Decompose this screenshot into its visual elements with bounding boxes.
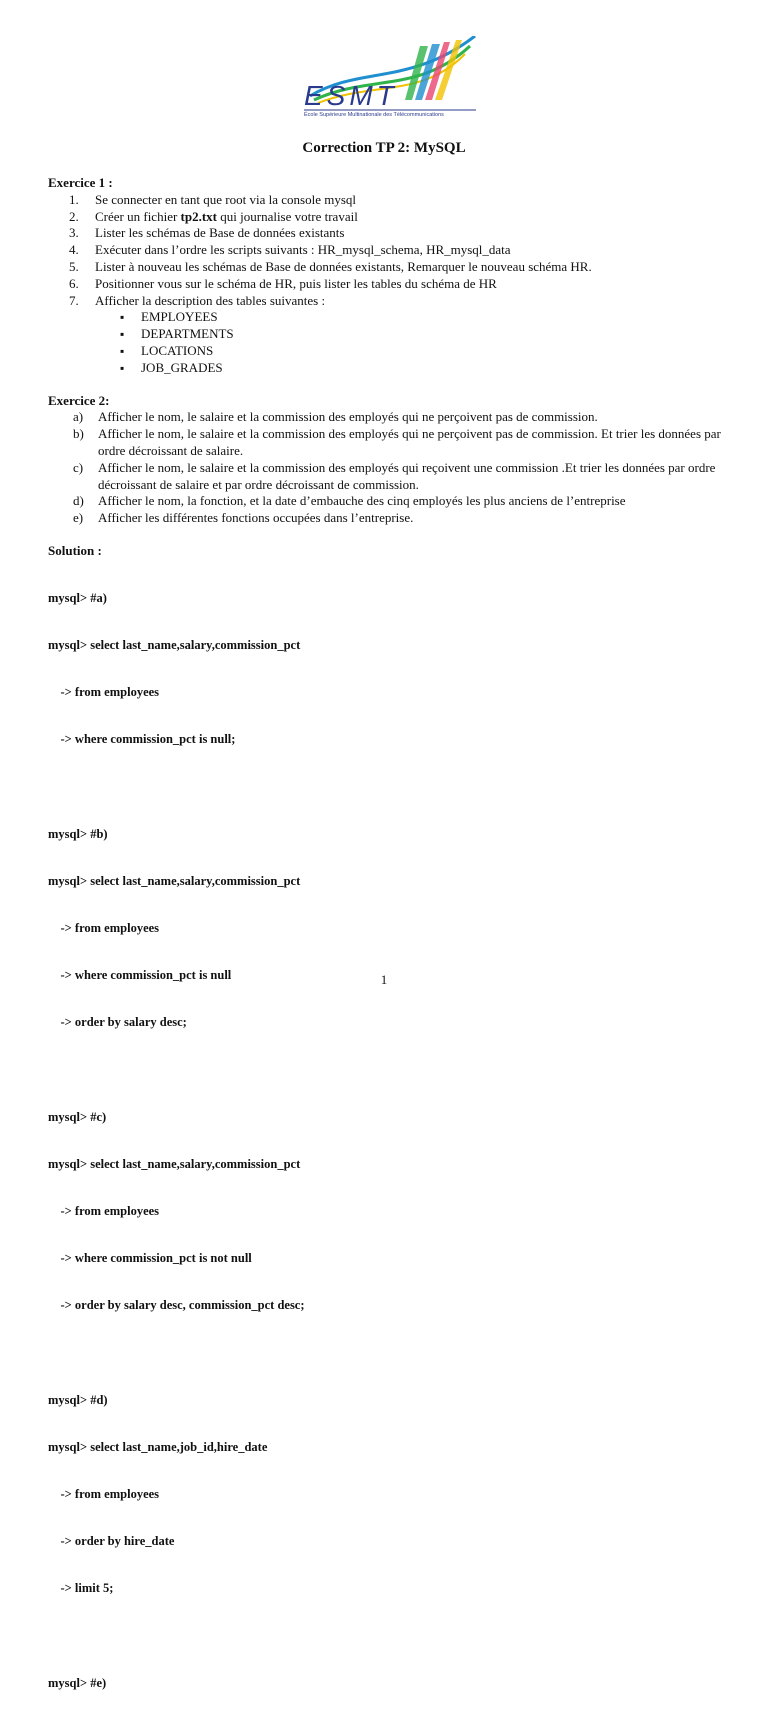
- code-line: -> from employees: [48, 921, 160, 936]
- item-text: Afficher le nom, le salaire et la commission des employés qui ne perçoivent pas de commission.: [98, 409, 598, 425]
- item-number: 4.: [69, 242, 79, 258]
- code-line: mysql> select last_name,salary,commission_pct: [48, 1157, 301, 1172]
- code-line: -> order by salary desc;: [48, 1015, 187, 1030]
- item-text: Afficher le nom, le salaire et la commission des employés qui reçoivent une commission .Et trier les données par ordre décroissant de salaire et par ordre décroissant de commission.: [98, 459, 716, 492]
- code-line: mysql> select last_name,salary,commission_pct: [48, 638, 301, 653]
- solution-heading: Solution :: [48, 542, 102, 558]
- code-line: -> order by hire_date: [48, 1534, 175, 1549]
- item-text: Exécuter dans l’ordre les scripts suivants : HR_mysql_schema, HR_mysql_data: [95, 242, 511, 258]
- code-line: mysql> #a): [48, 591, 107, 606]
- item-text: Lister à nouveau les schémas de Base de données existants, Remarquer le nouveau schéma HR.: [95, 258, 592, 274]
- item-letter: d): [73, 493, 84, 509]
- item-number: 6.: [69, 275, 79, 291]
- item-letter: c): [73, 459, 84, 475]
- item-number: 2.: [69, 208, 79, 224]
- exercise-2-heading: Exercice 2:: [48, 392, 110, 408]
- list-item: [48, 510, 738, 527]
- list-item: [48, 426, 738, 460]
- sql-solution-block: [48, 560, 738, 1723]
- table-name-item: ▪ JOB_GRADES: [120, 360, 738, 377]
- item-letter: b): [73, 426, 84, 442]
- logo-text: ESMT: [304, 80, 398, 111]
- list-item: [48, 225, 738, 242]
- item-filename: tp2.txt: [180, 208, 218, 224]
- item-number: 1.: [69, 191, 79, 207]
- table-name-item: ▪ LOCATIONS: [120, 343, 738, 360]
- table-name-item: ▪ DEPARTMENTS: [120, 326, 738, 343]
- code-line: -> from employees: [48, 1487, 160, 1502]
- code-line: -> limit 5;: [48, 1581, 114, 1596]
- code-line: -> where commission_pct is null;: [48, 732, 236, 747]
- document-body: [48, 175, 738, 1723]
- table-names-list: [48, 309, 738, 376]
- item-text: Lister les schémas de Base de données existants: [95, 225, 345, 241]
- item-text: Afficher le nom, le salaire et la commission des employés qui ne perçoivent pas de commission. Et trier les données par ordre décroissant de salaire.: [98, 426, 721, 458]
- item-letter: e): [73, 510, 84, 526]
- exercise-1-heading: Exercice 1 :: [48, 175, 113, 190]
- list-item: [48, 192, 738, 209]
- document-title: Correction TP 2: MySQL: [302, 140, 466, 156]
- code-line: -> order by salary desc, commission_pct desc;: [48, 1298, 305, 1313]
- code-line: mysql> select last_name,job_id,hire_date: [48, 1440, 268, 1454]
- code-line: -> from employees: [48, 685, 160, 700]
- item-text: Afficher les différentes fonctions occupées dans l’entreprise.: [98, 510, 414, 526]
- list-item: [48, 460, 738, 494]
- logo-subtitle: École Supérieure Multinationale des Télécommunications: [304, 112, 444, 118]
- esmt-logo: [300, 36, 480, 124]
- item-text: Afficher le nom, la fonction, et la date d’embauche des cinq employés les plus anciens de l’entreprise: [98, 493, 626, 509]
- code-line: mysql> #e): [48, 1675, 107, 1690]
- table-name-item: ▪ EMPLOYEES: [120, 309, 738, 326]
- code-line: -> from employees: [48, 1204, 160, 1219]
- item-number: 3.: [69, 225, 79, 241]
- item-letter: a): [73, 409, 84, 425]
- exercise-1-list: [48, 192, 738, 310]
- item-text: Afficher la description des tables suivantes :: [95, 292, 326, 308]
- list-item: [48, 242, 738, 259]
- item-text: Se connecter en tant que root via la console mysql: [95, 191, 357, 207]
- code-line: mysql> #b): [48, 826, 108, 841]
- list-item: [48, 209, 738, 226]
- page-number: 1: [380, 972, 388, 987]
- item-text: Créer un fichier: [95, 208, 181, 224]
- list-item: [48, 293, 738, 310]
- item-number: 5.: [69, 258, 79, 274]
- code-line: mysql> #d): [48, 1392, 108, 1407]
- item-number: 7.: [69, 292, 79, 308]
- item-text: qui journalise votre travail: [217, 208, 358, 224]
- code-line: -> where commission_pct is not null: [48, 1251, 252, 1266]
- code-line: -> where commission_pct is null: [48, 968, 232, 983]
- list-item: [48, 493, 738, 510]
- exercise-2-list: [48, 409, 738, 527]
- code-line: mysql> #c): [48, 1109, 107, 1124]
- list-item: [48, 276, 738, 293]
- list-item: [48, 409, 738, 426]
- code-line: mysql> select last_name,salary,commission_pct: [48, 874, 301, 889]
- item-text: Positionner vous sur le schéma de HR, puis lister les tables du schéma de HR: [95, 275, 497, 291]
- list-item: [48, 259, 738, 276]
